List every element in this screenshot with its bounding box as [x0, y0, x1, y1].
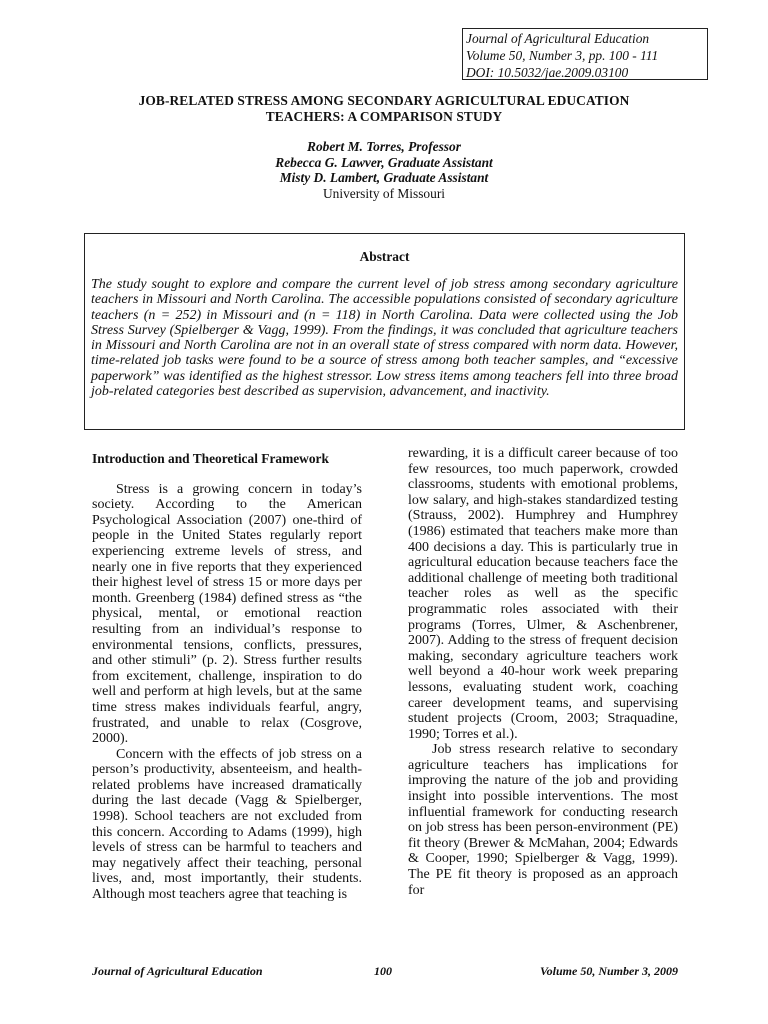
journal-citation-box	[462, 28, 708, 80]
right-column	[408, 446, 678, 898]
section-heading: Introduction and Theoretical Framework	[92, 451, 329, 466]
author-1: Robert M. Torres, Professor	[307, 139, 461, 154]
author-2: Rebecca G. Lawver, Graduate Assistant	[275, 154, 493, 170]
author-3: Misty D. Lambert, Graduate Assistant	[279, 170, 489, 185]
abstract-box	[84, 233, 685, 430]
affiliation: University of Missouri	[323, 185, 445, 201]
abstract-heading: Abstract	[359, 249, 410, 264]
abstract-text: The study sought to explore and compare the current level of job stress among secondary agriculture teachers in Missouri and North Carolina. The accessible populations consisted of secondary agriculture teachers (n = 252) in Missouri and (n = 118) in North Carolina. Data were collected using the Job Stress Survey (Spielberger & Vagg, 1999). From the findings, it was concluded that agriculture teachers in Missouri and North Carolina are not in an overall state of stress compared with norm data. However, time-related job tasks were found to be a source of stress among both teacher samples, and “excessive paperwork” was identified as the highest stressor. Low stress items among teachers fell into three broad job-related categories best described as supervision, advancement, and inactivity.	[91, 277, 678, 400]
body-paragraph: rewarding, it is a difficult career because of too few resources, too much paperwork, crowded classrooms, students with emotional problems, low salary, and high-stakes standardized testing (Strauss, 2002). Humphrey and Humphrey (1986) estimated that teachers make more than 400 decisions a day. This is particularly true in agricultural education because teachers face the additional challenge of meeting both traditional teacher roles as well as the specific programmatic roles associated with their programs (Torres, Ulmer, & Aschenbrener, 2007). Adding to the stress of frequent decision making, secondary agriculture teachers work well beyond a 40-hour work week preparing lessons, evaluating student work, coaching career development teams, and supervising student projects (Croom, 2003; Straquadine, 1990; Torres et al.).	[408, 446, 678, 742]
author-block	[60, 139, 708, 201]
body-paragraph: Concern with the effects of job stress on a person’s productivity, absenteeism, and health-related problems have increased dramatically during the last decade (Vagg & Spielberger, 1998). School teachers are not excluded from this concern. According to Adams (1999), high levels of stress can be harmful to teachers and may negatively affect their teaching, personal lives, and, most importantly, their students. Although most teachers agree that teaching is	[92, 746, 362, 903]
body-paragraph: Job stress research relative to secondary agriculture teachers has implications for improving the nature of the job and providing insight into possible interventions. The most influential framework for conducting research on job stress has been person-environment (PE) fit theory (Brewer & McMahan, 2004; Edwards & Cooper, 1990; Spielberger & Vagg, 1999). The PE fit theory is proposed as an approach for	[408, 742, 678, 898]
footer-journal: Journal of Agricultural Education	[92, 964, 263, 978]
footer-page-number: 100	[374, 964, 392, 978]
paper-title-line-2: TEACHERS: A COMPARISON STUDY	[265, 109, 503, 124]
journal-volume-pages: Volume 50, Number 3, pp. 100 - 111	[466, 48, 659, 63]
page-footer	[92, 964, 678, 980]
footer-volume: Volume 50, Number 3, 2009	[539, 964, 678, 978]
body-paragraph: Stress is a growing concern in today’s society. According to the American Psychological Association (2007) one-third of people in the United States regularly report experiencing extreme levels of stress, and nearly one in five reports that they experienced their highest level of stress 15 or more days per month. Greenberg (1984) defined stress as “the physical, mental, or emotional reaction resulting from an individual’s response to environmental tensions, conflicts, pressures, and other stimuli” (p. 2). Stress further results from excitement, challenge, inspiration to do well and perform at high levels, but at the same time stress makes individuals fearful, angry, frustrated, and unable to relax (Cosgrove, 2000).	[92, 481, 362, 747]
journal-doi: DOI: 10.5032/jae.2009.03100	[466, 65, 629, 80]
left-column	[92, 446, 362, 903]
paper-title-line-1: JOB-RELATED STRESS AMONG SECONDARY AGRICULTURAL EDUCATION	[138, 93, 630, 108]
paper-title	[60, 93, 708, 125]
journal-name: Journal of Agricultural Education	[466, 31, 650, 46]
